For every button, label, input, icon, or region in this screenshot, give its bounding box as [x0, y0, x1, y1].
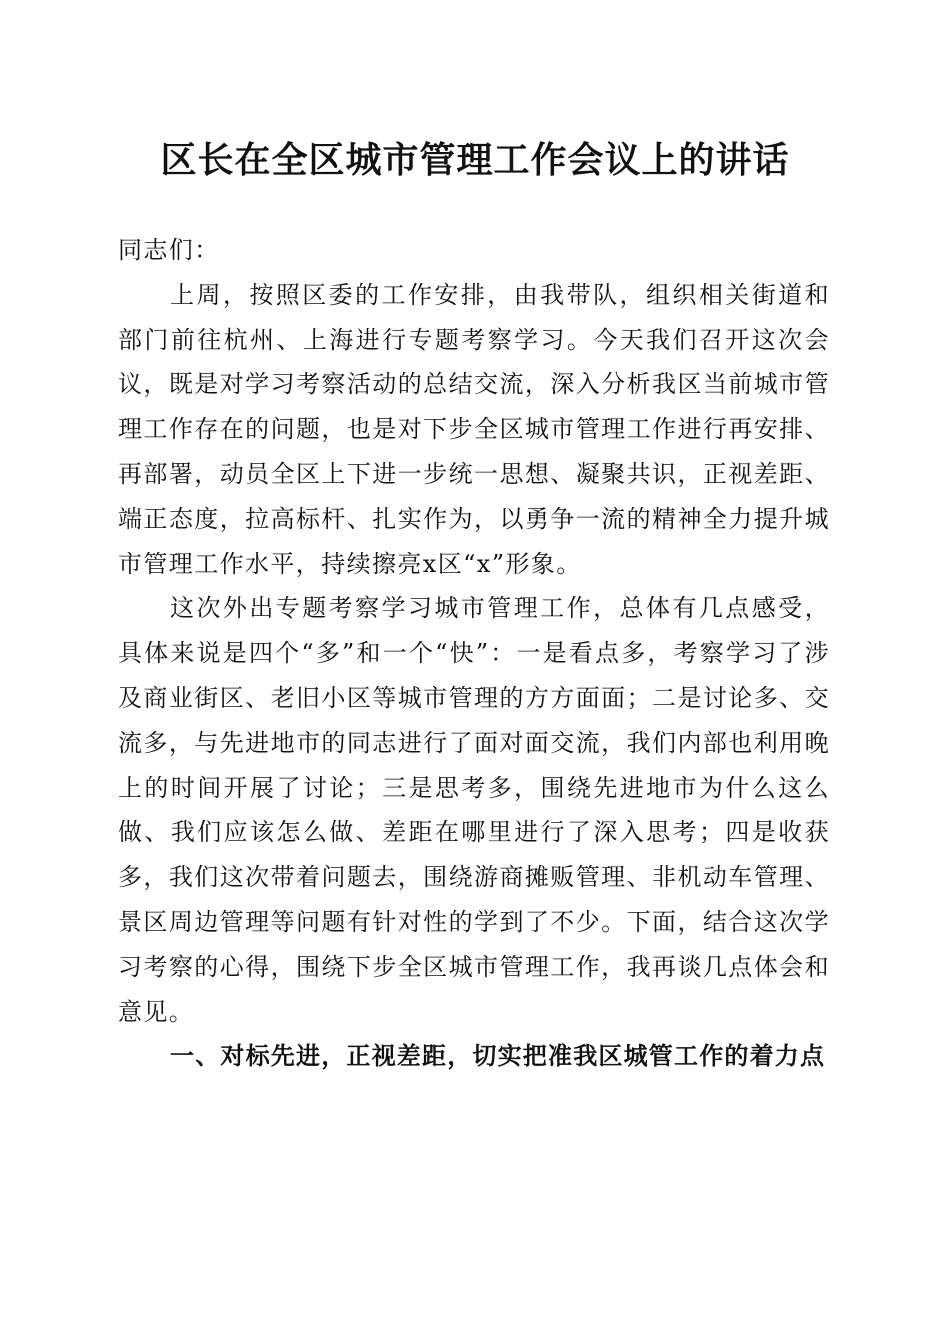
paragraph-impressions: 这次外出专题考察学习城市管理工作，总体有几点感受，具体来说是四个“多”和一个“快”：一是看点多，考察学习了涉及商业街区、老旧小区等城市管理的方方面面；二是讨论多、交流多，与先进地市的同志进行了面对面交流，我们内部也利用晚上的时间开展了讨论；三是思考多，围绕先进地市为什么这么做、我们应该怎么做、差距在哪里进行了深入思考；四是收获多，我们这次带着问题去，围绕游商摊贩管理、非机动车管理、景区周边管理等问题有针对性的学到了不少。下面，结合这次学习考察的心得，围绕下步全区城市管理工作，我再谈几点体会和意见。 [118, 594, 830, 1026]
section-heading-one: 一、对标先进，正视差距，切实把准我区城管工作的着力点 [170, 1042, 826, 1071]
document-body [118, 228, 830, 1079]
salutation: 同志们： [118, 236, 220, 264]
paragraph-intro: 上周，按照区委的工作安排，由我带队，组织相关街道和部门前往杭州、上海进行专题考察学习。今天我们召开这次会议，既是对学习考察活动的总结交流，深入分析我区当前城市管理工作存在的问题，也是对下步全区城市管理工作进行再安排、再部署，动员全区上下进一步统一思想、凝聚共识，正视差距、端正态度，拉高标杆、扎实作为，以勇争一流的精神全力提升城市管理工作水平，持续擦亮x区“x”形象。 [118, 280, 830, 578]
document-title: 区长在全区城市管理工作会议上的讲话 [160, 139, 790, 181]
